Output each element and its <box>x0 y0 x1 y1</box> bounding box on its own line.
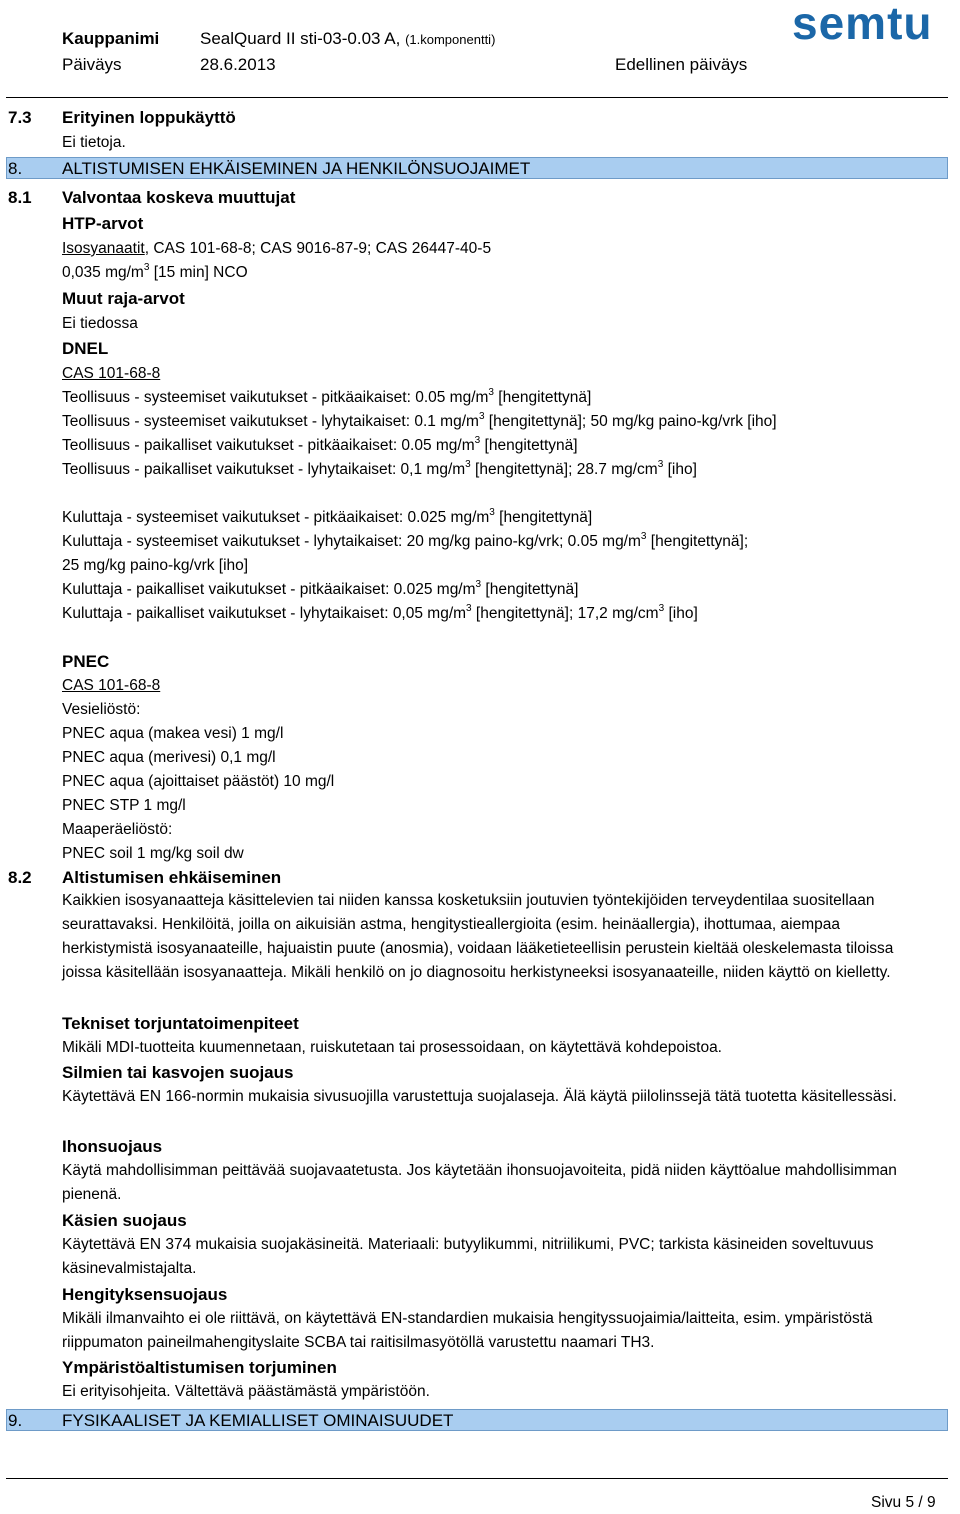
footer-rule <box>6 1478 948 1479</box>
section-9-number: 9. <box>8 1411 23 1430</box>
superscript: 3 <box>475 579 482 590</box>
superscript: 3 <box>489 507 495 518</box>
eye-protection-heading: Silmien tai kasvojen suojaus <box>62 1063 294 1082</box>
dnel-row-unit: [iho] <box>664 605 698 622</box>
pnec-heading: PNEC <box>62 652 110 671</box>
seller-label: Kauppanimi <box>62 29 160 48</box>
pnec-row: Vesieliöstö: <box>62 701 141 718</box>
technical-measures-text: Mikäli MDI-tuotteita kuumennetaan, ruiskutetaan tai prosessoidaan, on käytettävä kohdepoistoa. <box>62 1039 722 1056</box>
dnel-row-text: Kuluttaja - systeemiset vaikutukset - lyhytaikaiset: 20 mg/kg paino-kg/vrk; 0.05 mg/m <box>62 533 641 550</box>
superscript: 3 <box>488 387 494 398</box>
superscript: 3 <box>657 459 664 470</box>
respiratory-protection-text: Mikäli ilmanvaihto ei ole riittävä, on käytettävä EN-standardien mukaisia hengityssuojaimia/laitteita, esim. ympäristöstä riippumaton paineilmahengityslaite SCBA tai raitisilmasyötöllä varustettu naamari TH3. <box>62 1310 873 1351</box>
date-value: 28.6.2013 <box>200 55 276 74</box>
product-name <box>200 30 495 47</box>
dnel-row-unit: [hengitettynä] <box>494 509 593 526</box>
dnel-row <box>62 579 579 598</box>
dnel-row-unit: [hengitettynä]; 50 mg/kg paino-kg/vrk [iho] <box>484 413 777 430</box>
htp-value <box>62 262 248 281</box>
section-8-2-title: Altistumisen ehkäiseminen <box>62 868 282 887</box>
superscript: 3 <box>478 411 485 422</box>
semtu-logo: semtu <box>792 0 933 49</box>
product-text: SealQuard II sti-03-0.03 A, <box>200 29 401 48</box>
htp-heading: HTP-arvot <box>62 214 144 233</box>
dnel-row <box>62 387 592 406</box>
component-text: (1.komponentti) <box>405 32 496 47</box>
dnel-row-text: 25 mg/kg paino-kg/vrk [iho] <box>62 557 249 574</box>
eye-protection-text: Käytettävä EN 166-normin mukaisia sivusuojilla varustettuja suojalaseja. Älä käytä piilolinssejä tätä tuotetta käsitellessäsi. <box>62 1088 897 1105</box>
superscript: 3 <box>474 435 481 446</box>
dnel-row-text: Kuluttaja - systeemiset vaikutukset - pitkäaikaiset: 0.025 mg/m <box>62 509 490 526</box>
skin-protection-heading: Ihonsuojaus <box>62 1137 163 1156</box>
hand-protection-text: Käytettävä EN 374 mukaisia suojakäsineitä. Materiaali: butyylikummi, nitriilikumi, PVC; tarkista käsineiden soveltuvuus käsinevalmistajalta. <box>62 1236 874 1277</box>
pnec-row: PNEC aqua (merivesi) 0,1 mg/l <box>62 749 276 766</box>
dnel-row <box>62 411 777 430</box>
dnel-row <box>62 603 698 622</box>
dnel-row-unit: [iho] <box>663 461 697 478</box>
dnel-heading: DNEL <box>62 339 109 358</box>
other-limits-heading: Muut raja-arvot <box>62 289 185 308</box>
pnec-row: PNEC aqua (ajoittaiset päästöt) 10 mg/l <box>62 773 335 790</box>
dnel-row-unit: [hengitettynä]; 17,2 mg/cm <box>471 605 659 622</box>
dnel-row-unit: [hengitettynä] <box>480 437 578 454</box>
dnel-row-text: Teollisuus - paikalliset vaikutukset - pitkäaikaiset: 0.05 mg/m <box>62 437 475 454</box>
dnel-row-text: Kuluttaja - paikalliset vaikutukset - lyhytaikaiset: 0,05 mg/m <box>62 605 467 622</box>
date-label: Päiväys <box>62 55 122 74</box>
dnel-row-unit: [hengitettynä]; 28.7 mg/cm <box>470 461 658 478</box>
dnel-row-text: Teollisuus - paikalliset vaikutukset - lyhytaikaiset: 0,1 mg/m <box>62 461 466 478</box>
cas-list: , CAS 101-68-8; CAS 9016-87-9; CAS 26447-40-5 <box>144 240 492 257</box>
dnel-row-unit: [hengitettynä] <box>481 581 579 598</box>
page-number: Sivu 5 / 9 <box>871 1494 936 1511</box>
isocyanates-label: Isosyanaatit <box>62 240 145 257</box>
pnec-cas: CAS 101-68-8 <box>62 677 161 694</box>
skin-protection-text: Käytä mahdollisimman peittävää suojavaatetusta. Jos käytetään ihonsuojavoiteita, pidä niiden käyttöalue mahdollisimman pienenä. <box>62 1162 897 1203</box>
other-limits-text: Ei tiedossa <box>62 315 138 332</box>
htp-value-unit: [15 min] NCO <box>153 264 248 281</box>
hand-protection-heading: Käsien suojaus <box>62 1211 187 1230</box>
dnel-row-text: Kuluttaja - paikalliset vaikutukset - pitkäaikaiset: 0.025 mg/m <box>62 581 476 598</box>
dnel-row <box>62 507 593 526</box>
section-7-3-title: Erityinen loppukäyttö <box>62 108 236 127</box>
htp-value-text: 0,035 mg/m <box>62 264 144 281</box>
section-8-1-title: Valvontaa koskeva muuttujat <box>62 188 296 207</box>
section-7-3-text: Ei tietoja. <box>62 134 126 151</box>
section-8-2-intro: Kaikkien isosyanaatteja käsittelevien tai niiden kanssa kosketuksiin joutuvien työntekijöiden terveydentilaa suositellaan seurattavaksi. Henkilöitä, joilla on aikuisiän astma, hengitystieallergioita (esim. heinäallergia), ihottumaa, aiempaa herkistymistä isosyanaateille, hajuaistin puute (anosmia), voidaan lääketieteellisin perustein kieltää oleskelemasta tiloissa joissa käsitellään isosyanaatteja. Mikäli henkilö on jo diagnosoitu herkistyneeksi isosyanaateille, niiden käyttö on kielletty. <box>62 892 894 981</box>
section-8-title: ALTISTUMISEN EHKÄISEMINEN JA HENKILÖNSUOJAIMET <box>62 159 531 178</box>
section-7-3-number: 7.3 <box>8 108 32 127</box>
respiratory-protection-heading: Hengityksensuojaus <box>62 1285 228 1304</box>
section-8-number: 8. <box>8 159 23 178</box>
dnel-row-text: Teollisuus - systeemiset vaikutukset - pitkäaikaiset: 0.05 mg/m <box>62 389 489 406</box>
superscript: 3 <box>466 603 472 614</box>
previous-date-label: Edellinen päiväys <box>615 55 748 74</box>
htp-substances <box>62 241 491 257</box>
dnel-cas: CAS 101-68-8 <box>62 365 161 382</box>
superscript: 3 <box>640 531 647 542</box>
technical-measures-heading: Tekniset torjuntatoimenpiteet <box>62 1014 299 1033</box>
pnec-row: Maaperäeliöstö: <box>62 821 173 838</box>
dnel-row <box>62 531 749 550</box>
dnel-row-text: Teollisuus - systeemiset vaikutukset - lyhytaikaiset: 0.1 mg/m <box>62 413 479 430</box>
section-8-1-number: 8.1 <box>8 188 32 207</box>
superscript: 3 <box>143 262 150 273</box>
environment-heading: Ympäristöaltistumisen torjuminen <box>62 1358 337 1377</box>
pnec-row: PNEC STP 1 mg/l <box>62 797 186 814</box>
superscript: 3 <box>465 459 471 470</box>
environment-text: Ei erityisohjeita. Vältettävä päästämästä ympäristöön. <box>62 1383 430 1400</box>
dnel-row <box>62 558 248 574</box>
header-rule <box>6 97 948 98</box>
dnel-row <box>62 435 578 454</box>
pnec-row: PNEC soil 1 mg/kg soil dw <box>62 845 244 862</box>
dnel-row <box>62 459 697 478</box>
dnel-row-unit: [hengitettynä]; <box>646 533 749 550</box>
dnel-row-unit: [hengitettynä] <box>493 389 592 406</box>
superscript: 3 <box>658 603 665 614</box>
section-8-2-number: 8.2 <box>8 868 32 887</box>
pnec-row: PNEC aqua (makea vesi) 1 mg/l <box>62 725 284 742</box>
section-9-title: FYSIKAALISET JA KEMIALLISET OMINAISUUDET <box>62 1411 454 1430</box>
